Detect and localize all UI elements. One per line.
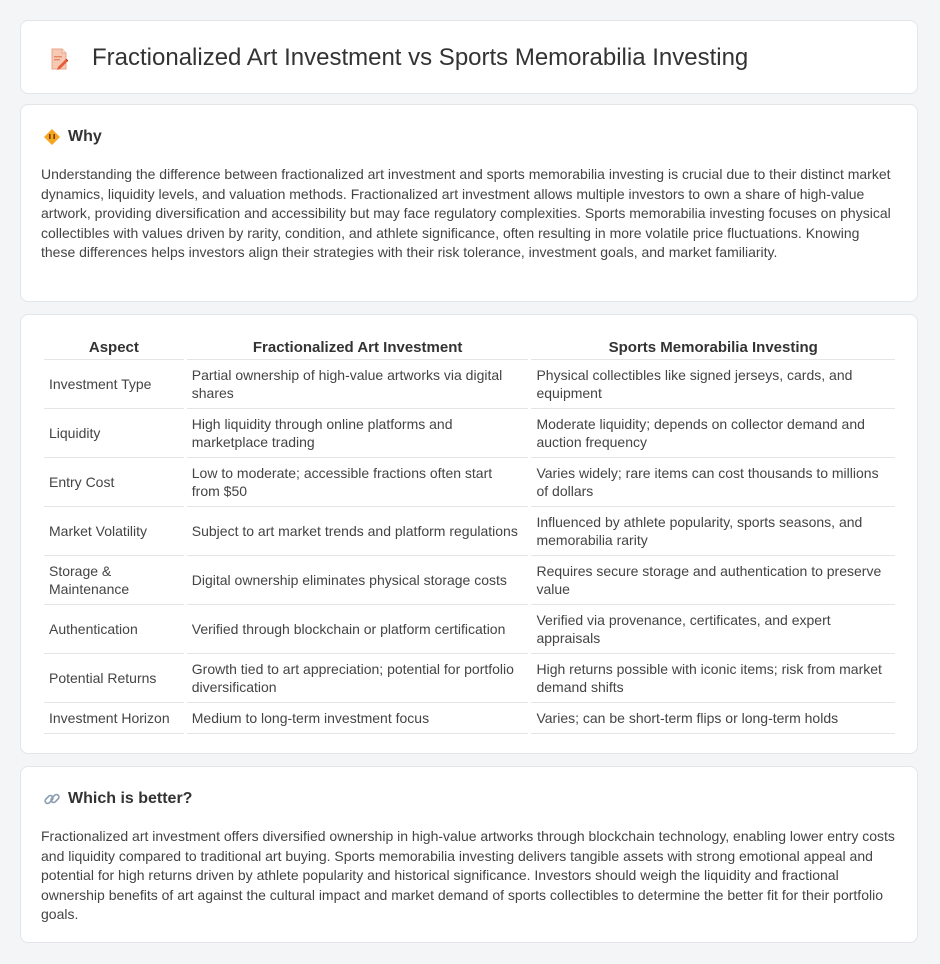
table-row <box>44 360 895 409</box>
better-text: Fractionalized art investment offers diversified ownership in high-value artworks through blockchain technology, enabling lower entry costs and liquidity compared to traditional art buying. Sports memorabilia investing delivers tangible assets with strong emotional appeal and potential for high returns driven by athlete popularity and historical significance. Investors should weigh the liquidity and fractional ownership benefits of art against the cultural impact and market demand of sports collectibles to determine the better fit for their portfolio goals. <box>41 828 895 922</box>
table-row <box>44 507 895 556</box>
better-heading: Which is better? <box>68 790 193 807</box>
sports-cell: Moderate liquidity; depends on collector demand and auction frequency <box>531 409 895 458</box>
why-heading: Why <box>68 128 102 145</box>
aspect-cell: Liquidity <box>44 409 184 458</box>
why-text: Understanding the difference between fractionalized art investment and sports memorabilia investing is crucial due to their distinct market dynamics, liquidity levels, and valuation methods. Fractionalized art investment allows multiple investors to own a share of high-value artwork, providing diversification and accessibility but may face regulatory complexities. Sports memorabilia investing focuses on physical collectibles with values driven by rarity, condition, and athlete significance, often resulting in more volatile price fluctuations. Knowing these differences helps investors align their strategies with their risk tolerance, investment goals, and market familiarity. <box>41 166 891 260</box>
art-cell: Low to moderate; accessible fractions often start from $50 <box>187 458 529 507</box>
table-row <box>44 605 895 654</box>
aspect-cell: Investment Horizon <box>44 703 184 734</box>
aspect-cell: Authentication <box>44 605 184 654</box>
aspect-cell: Potential Returns <box>44 654 184 703</box>
sports-cell: Influenced by athlete popularity, sports seasons, and memorabilia rarity <box>531 507 895 556</box>
sports-cell: Requires secure storage and authentication to preserve value <box>531 556 895 605</box>
table-header-row <box>44 335 895 360</box>
sports-cell: High returns possible with iconic items; risk from market demand shifts <box>531 654 895 703</box>
sports-cell: Physical collectibles like signed jerseys, cards, and equipment <box>531 360 895 409</box>
sports-cell: Varies; can be short-term flips or long-term holds <box>531 703 895 734</box>
art-cell: High liquidity through online platforms and marketplace trading <box>187 409 529 458</box>
header-aspect: Aspect <box>44 335 184 360</box>
table-row <box>44 409 895 458</box>
why-section <box>20 104 918 302</box>
comparison-card <box>20 314 918 754</box>
better-header <box>43 787 192 811</box>
art-cell: Subject to art market trends and platform regulations <box>187 507 529 556</box>
why-header <box>43 125 102 149</box>
table-row <box>44 556 895 605</box>
aspect-cell: Entry Cost <box>44 458 184 507</box>
page-title: Fractionalized Art Investment vs Sports Memorabilia Investing <box>92 44 749 71</box>
aspect-cell: Market Volatility <box>44 507 184 556</box>
art-cell: Partial ownership of high-value artworks via digital shares <box>187 360 529 409</box>
title-card <box>20 20 918 94</box>
sports-cell: Verified via provenance, certificates, and expert appraisals <box>531 605 895 654</box>
header-sports: Sports Memorabilia Investing <box>531 335 895 360</box>
art-cell: Verified through blockchain or platform certification <box>187 605 529 654</box>
table-row <box>44 654 895 703</box>
table-row <box>44 458 895 507</box>
document-pencil-icon <box>47 47 71 71</box>
comparison-table <box>41 335 898 734</box>
diamond-sign-icon <box>43 128 61 146</box>
link-icon <box>43 790 61 808</box>
table-row <box>44 703 895 734</box>
header-art: Fractionalized Art Investment <box>187 335 529 360</box>
art-cell: Medium to long-term investment focus <box>187 703 529 734</box>
art-cell: Digital ownership eliminates physical storage costs <box>187 556 529 605</box>
sports-cell: Varies widely; rare items can cost thousands to millions of dollars <box>531 458 895 507</box>
art-cell: Growth tied to art appreciation; potential for portfolio diversification <box>187 654 529 703</box>
aspect-cell: Investment Type <box>44 360 184 409</box>
which-better-section <box>20 766 918 943</box>
aspect-cell: Storage & Maintenance <box>44 556 184 605</box>
